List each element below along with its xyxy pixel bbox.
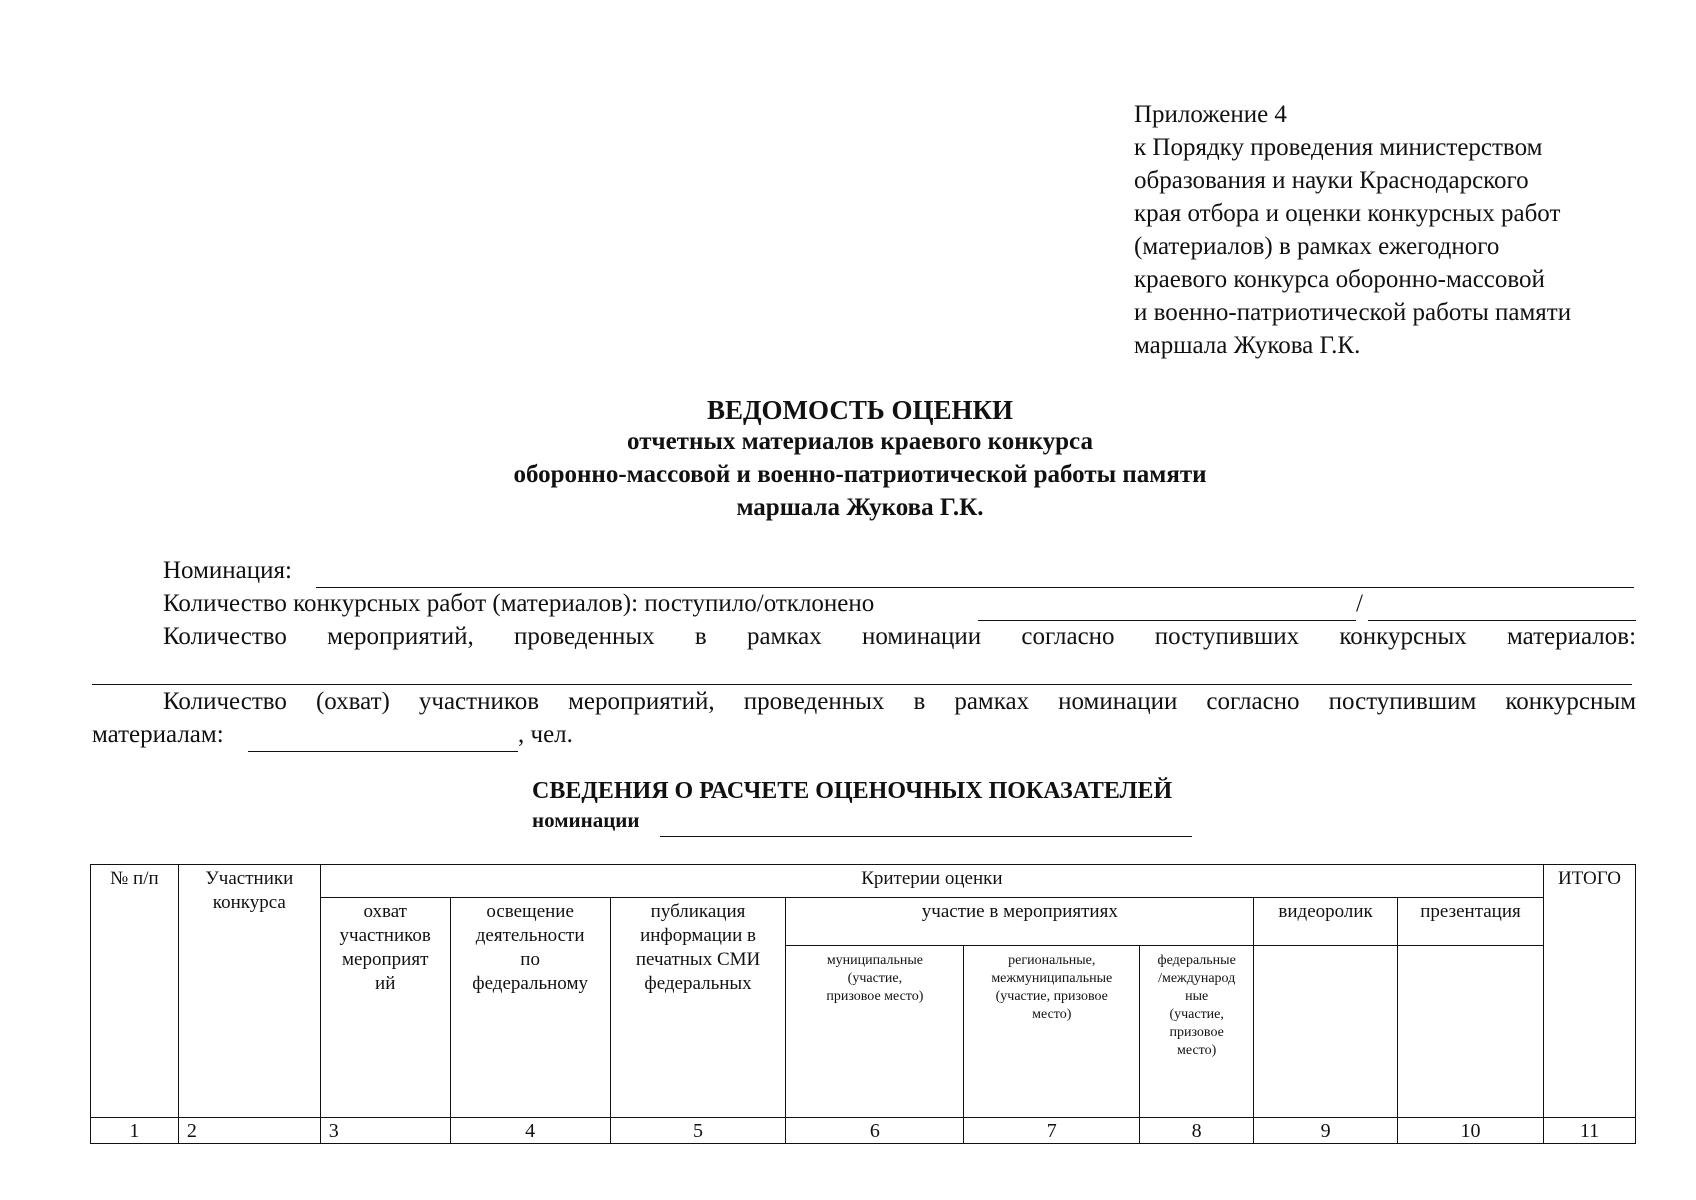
participants-line2-label: материалам:	[92, 721, 224, 748]
column-number: 11	[1543, 1118, 1635, 1144]
col-header-total: ИТОГО	[1543, 865, 1635, 1118]
col-header-participants: Участники конкурса	[178, 865, 320, 1118]
appendix-block	[1134, 98, 1654, 362]
works-rejected-field[interactable]	[1368, 620, 1636, 621]
column-number: 7	[964, 1118, 1140, 1144]
column-number: 3	[320, 1118, 450, 1144]
column-number: 6	[786, 1118, 964, 1144]
section-title: СВЕДЕНИЯ О РАСЧЕТЕ ОЦЕНОЧНЫХ ПОКАЗАТЕЛЕЙ	[532, 778, 1173, 804]
col-header-federal: федеральные /международ ные (участие, призовое место)	[1140, 946, 1254, 1118]
document-title: ВЕДОМОСТЬ ОЦЕНКИ	[706, 395, 1014, 425]
document-subtitle: оборонно-массовой и военно-патриотической работы памяти	[513, 461, 1207, 488]
appendix-line: (материалов) в рамках ежегодного	[1134, 233, 1500, 260]
column-number: 1	[91, 1118, 179, 1144]
appendix-line: краевого конкурса оборонно-массовой	[1134, 266, 1545, 293]
col-header-regional: региональные, межмуниципальные (участие, призовое место)	[964, 946, 1140, 1118]
col-header-municipal: муниципальные (участие, призовое место)	[786, 946, 964, 1118]
participants-label: Количество (охват) участников мероприятий, проведенных в рамках номинации согласно поступившим конкурсным	[163, 688, 1637, 715]
nomination-label: Номинация:	[163, 557, 292, 584]
section-nomination-field[interactable]	[660, 836, 1192, 837]
column-number: 10	[1398, 1118, 1544, 1144]
col-header-video: видеоролик	[1254, 898, 1398, 946]
col-header-presentation: презентация	[1398, 898, 1544, 946]
participants-unit: , чел.	[518, 721, 573, 748]
column-number: 2	[178, 1118, 320, 1144]
nomination-field[interactable]	[316, 587, 1634, 588]
works-received-field[interactable]	[978, 620, 1356, 621]
criteria-table	[90, 864, 1636, 1144]
col-header-events: участие в мероприятиях	[786, 898, 1254, 946]
appendix-line: образования и науки Краснодарского	[1134, 167, 1529, 194]
document-subtitle: отчетных материалов краевого конкурса	[627, 428, 1093, 455]
appendix-line: Приложение 4	[1134, 101, 1287, 128]
col-header-publication: публикация информации в печатных СМИ федеральных	[610, 898, 786, 1118]
appendix-line: к Порядку проведения министерством	[1134, 134, 1543, 161]
appendix-line: края отбора и оценки конкурсных работ	[1134, 200, 1561, 227]
participants-count-field[interactable]	[248, 751, 518, 752]
column-number: 9	[1254, 1118, 1398, 1144]
video-cell	[1254, 946, 1398, 1118]
col-header-criteria: Критерии оценки	[320, 865, 1543, 898]
works-separator: /	[1356, 590, 1363, 617]
column-number: 5	[610, 1118, 786, 1144]
column-number: 8	[1140, 1118, 1254, 1144]
col-header-federal-coverage: освещение деятельности по федеральному	[450, 898, 610, 1118]
works-label: Количество конкурсных работ (материалов): поступило/отклонено	[163, 590, 875, 617]
presentation-cell	[1398, 946, 1544, 1118]
events-label: Количество мероприятий, проведенных в рамках номинации согласно поступивших конкурсных материалов:	[163, 623, 1637, 650]
col-header-number: № п/п	[91, 865, 179, 1118]
appendix-line: и военно-патриотической работы памяти	[1134, 299, 1572, 326]
document-subtitle: маршала Жукова Г.К.	[736, 494, 984, 521]
column-number: 4	[450, 1118, 610, 1144]
events-count-field[interactable]	[92, 684, 1632, 685]
section-subtitle: номинации	[532, 808, 640, 832]
col-header-coverage: охват участников мероприят ий	[320, 898, 450, 1118]
appendix-line: маршала Жукова Г.К.	[1134, 332, 1361, 359]
